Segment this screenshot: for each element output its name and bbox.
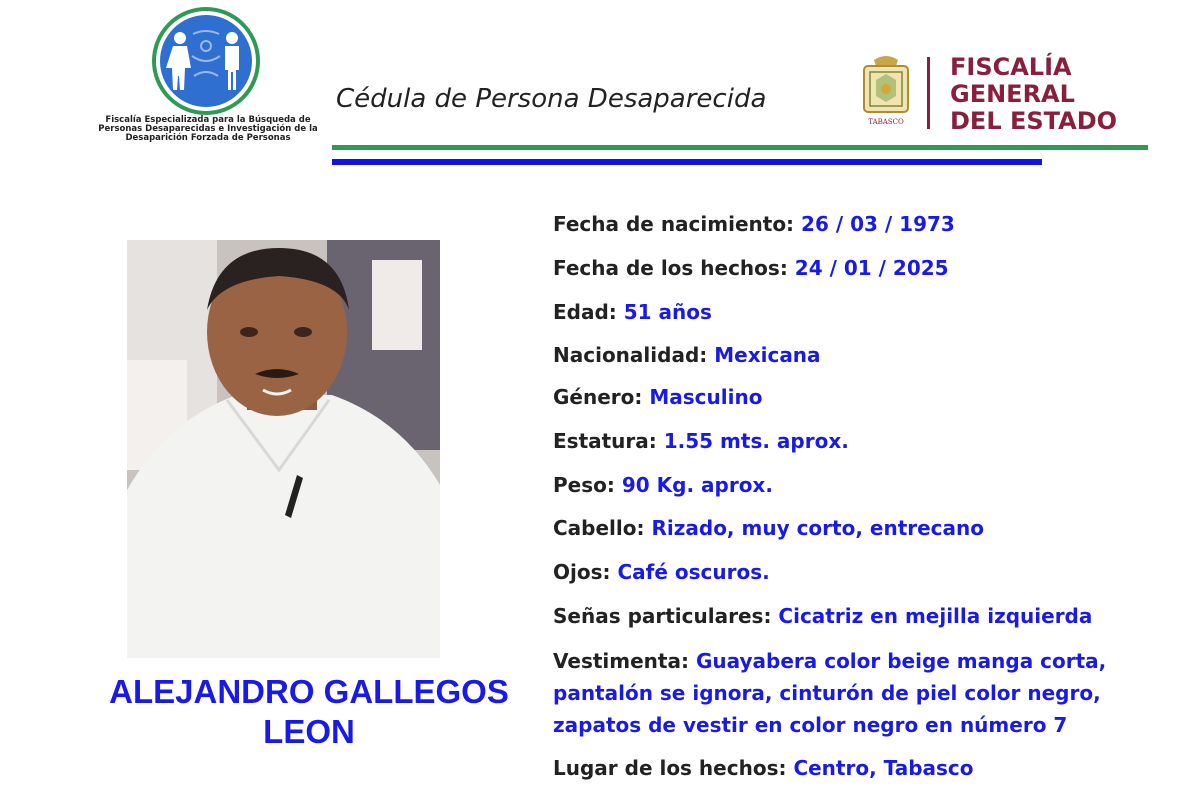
field-label: Señas particulares: (553, 604, 772, 628)
institution-line: FISCALÍA (950, 53, 1072, 81)
field-value: Masculino (649, 385, 763, 409)
header-rule-green (332, 145, 1148, 150)
field-height (553, 425, 849, 457)
field-value: 90 Kg. aprox. (621, 473, 773, 497)
person-name-line: LEON (263, 713, 355, 750)
seal-label: TABASCO (868, 118, 904, 126)
unit-name-caption: Fiscalía Especializada para la Búsqueda de Personas Desaparecidas e Investigación de la Desaparición Forzada de Personas (98, 115, 318, 143)
field-label: Fecha de los hechos: (553, 256, 788, 280)
person-photo (127, 240, 440, 658)
field-incident-place (553, 752, 974, 784)
field-label: Peso: (553, 473, 615, 497)
field-value: Rizado, muy corto, entrecano (651, 516, 985, 540)
field-weight (553, 469, 773, 501)
field-value: Centro, Tabasco (793, 756, 974, 780)
field-value: 24 / 01 / 2025 (794, 256, 949, 280)
field-clothing (553, 645, 1106, 741)
fiscalia-especializada-logo (88, 6, 328, 166)
field-distinguishing-marks (553, 600, 1092, 632)
missing-persons-logo-icon (148, 6, 264, 116)
field-label: Lugar de los hechos: (553, 756, 787, 780)
field-label: Edad: (553, 300, 617, 324)
field-value: Guayabera color beige manga corta, (695, 649, 1107, 673)
field-value: Cicatriz en mejilla izquierda (778, 604, 1093, 628)
field-nationality (553, 339, 821, 371)
person-name (60, 672, 558, 752)
field-label: Fecha de nacimiento: (553, 212, 795, 236)
field-eyes (553, 556, 770, 588)
field-label: Ojos: (553, 560, 611, 584)
tabasco-seal-icon (858, 52, 914, 130)
field-label: Cabello: (553, 516, 645, 540)
field-hair (553, 512, 984, 544)
seal-divider (927, 57, 930, 129)
field-label: Vestimenta: (553, 649, 689, 673)
field-label: Género: (553, 385, 643, 409)
field-value-continuation: zapatos de vestir en color negro en número 7 (553, 713, 1068, 737)
clothing-line (553, 645, 1106, 677)
field-value-continuation: pantalón se ignora, cinturón de piel color negro, (553, 681, 1101, 705)
document-title: Cédula de Persona Desaparecida (336, 84, 767, 114)
field-incident-date (553, 252, 949, 284)
field-value: 51 años (623, 300, 712, 324)
field-label: Estatura: (553, 429, 657, 453)
institution-line: GENERAL (950, 80, 1075, 108)
field-value: 26 / 03 / 1973 (801, 212, 955, 236)
header-rule-blue (332, 159, 1042, 165)
institution-line: DEL ESTADO (950, 107, 1118, 135)
field-gender (553, 381, 762, 413)
field-label: Nacionalidad: (553, 343, 708, 367)
field-value: 1.55 mts. aprox. (663, 429, 849, 453)
institution-name (950, 54, 1117, 135)
field-birth-date (553, 208, 955, 240)
field-age (553, 296, 712, 328)
field-value: Café oscuros. (617, 560, 770, 584)
person-name-line: ALEJANDRO GALLEGOS (109, 673, 509, 710)
field-value: Mexicana (714, 343, 821, 367)
